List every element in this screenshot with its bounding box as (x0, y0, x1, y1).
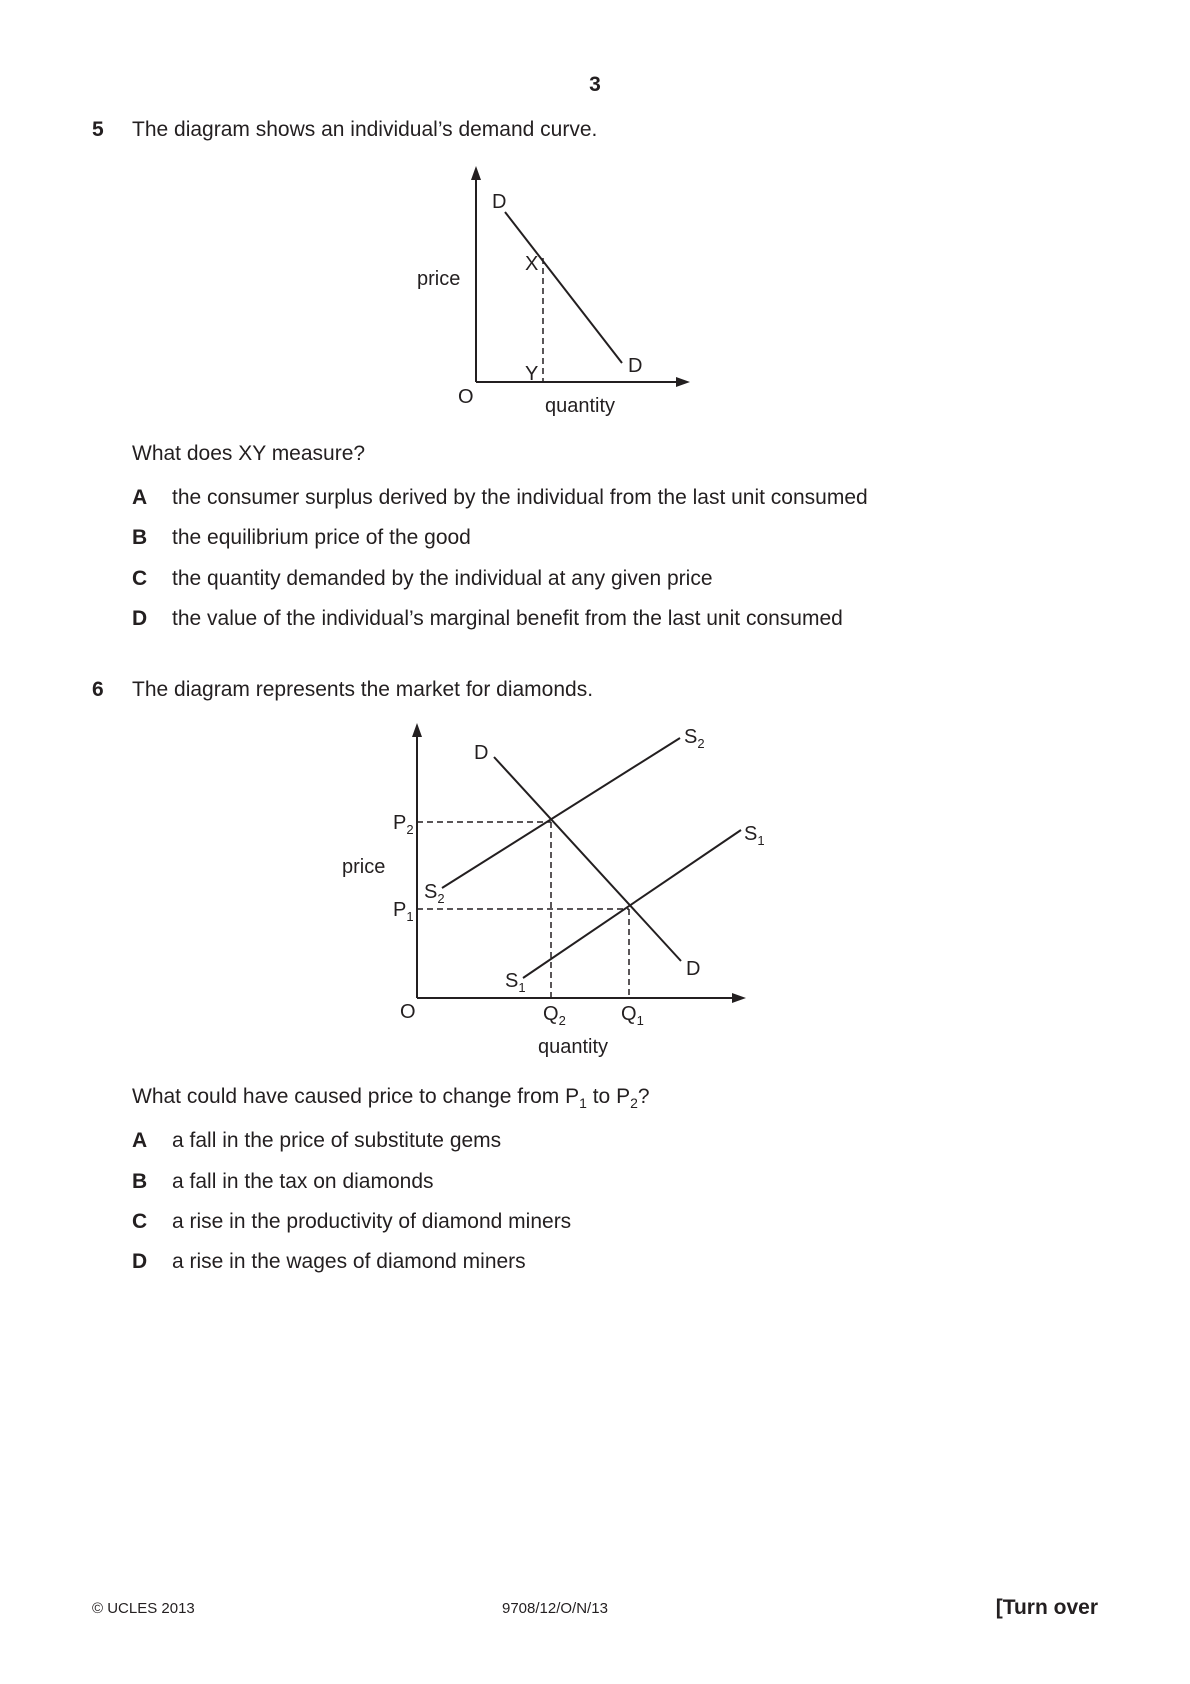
q5-option-b-text: the equilibrium price of the good (172, 526, 471, 549)
q6-option-c-letter: C (132, 1210, 148, 1233)
q5-price-axis-arrow (471, 166, 481, 180)
q5-quantity-label: quantity (545, 395, 616, 417)
q5-option-b-letter: B (132, 526, 148, 549)
page-number: 3 (589, 73, 601, 96)
q6-quantity-axis-arrow (732, 993, 746, 1003)
q5-option-c-text: the quantity demanded by the individual at any given price (172, 567, 713, 590)
q6-option-b-text: a fall in the tax on diamonds (172, 1170, 434, 1193)
q5-demand-label-bottom: D (628, 355, 643, 377)
q5-origin-label: O (458, 386, 474, 408)
q5-demand-label-top: D (492, 191, 507, 213)
q5-option-a-text: the consumer surplus derived by the individual from the last unit consumed (172, 486, 868, 509)
q6-option-a-text: a fall in the price of substitute gems (172, 1129, 502, 1152)
q6-option-d-text: a rise in the wages of diamond miners (172, 1250, 526, 1273)
turn-over-label: [Turn over (995, 1596, 1098, 1619)
q6-option-d-letter: D (132, 1250, 148, 1273)
q5-point-x-label: X (525, 253, 539, 275)
q6-demand-label-top: D (474, 742, 489, 764)
q6-p1-label: $P_1$ (393, 899, 414, 924)
q6-price-label: price (342, 856, 386, 878)
q6-s2-label-bottom: $S_2$ (424, 881, 445, 906)
q6-s1-label-bottom: $S_1$ (505, 970, 526, 995)
q6-demand-line (494, 757, 681, 961)
q6-price-axis-arrow (412, 723, 422, 737)
q6-supply-s1-line (523, 830, 741, 978)
question-5-number: 5 (92, 118, 104, 141)
question-6-intro: The diagram represents the market for diamonds. (132, 678, 594, 701)
q5-demand-line (505, 212, 622, 363)
q5-option-a-letter: A (132, 486, 148, 509)
q5-price-label: price (417, 268, 461, 290)
q6-option-b-letter: B (132, 1170, 148, 1193)
q5-option-d-text: the value of the individual’s marginal benefit from the last unit consumed (172, 607, 843, 630)
question-6-prompt: What could have caused price to change from $P_1$ to $P_2$? (132, 1085, 650, 1112)
question-5-intro: The diagram shows an individual’s demand curve. (132, 118, 598, 141)
q6-option-a-letter: A (132, 1129, 148, 1152)
q6-p2-label: $P_2$ (393, 812, 414, 837)
q6-option-c-text: a rise in the productivity of diamond miners (172, 1210, 572, 1233)
footer-paper-code: 9708/12/O/N/13 (502, 1600, 608, 1617)
q5-quantity-axis-arrow (676, 377, 690, 387)
question-5-prompt: What does XY measure? (132, 442, 366, 465)
q6-demand-label-bottom: D (686, 958, 701, 980)
q5-option-c-letter: C (132, 567, 148, 590)
q5-option-d-letter: D (132, 607, 148, 630)
q6-origin-label: O (400, 1001, 416, 1023)
question-6-number: 6 (92, 678, 104, 701)
q6-q1-label: $Q_1$ (621, 1003, 644, 1028)
q6-quantity-label: quantity (538, 1036, 609, 1058)
q6-s1-label-top: $S_1$ (744, 823, 765, 848)
q6-s2-label-top: $S_2$ (684, 726, 705, 751)
demand-curve-diagram (0, 0, 1190, 460)
diamond-market-diagram (0, 700, 1190, 1070)
q5-point-y-label: Y (525, 363, 539, 385)
q6-q2-label: $Q_2$ (543, 1003, 566, 1028)
footer-copyright: © UCLES 2013 (92, 1600, 195, 1617)
